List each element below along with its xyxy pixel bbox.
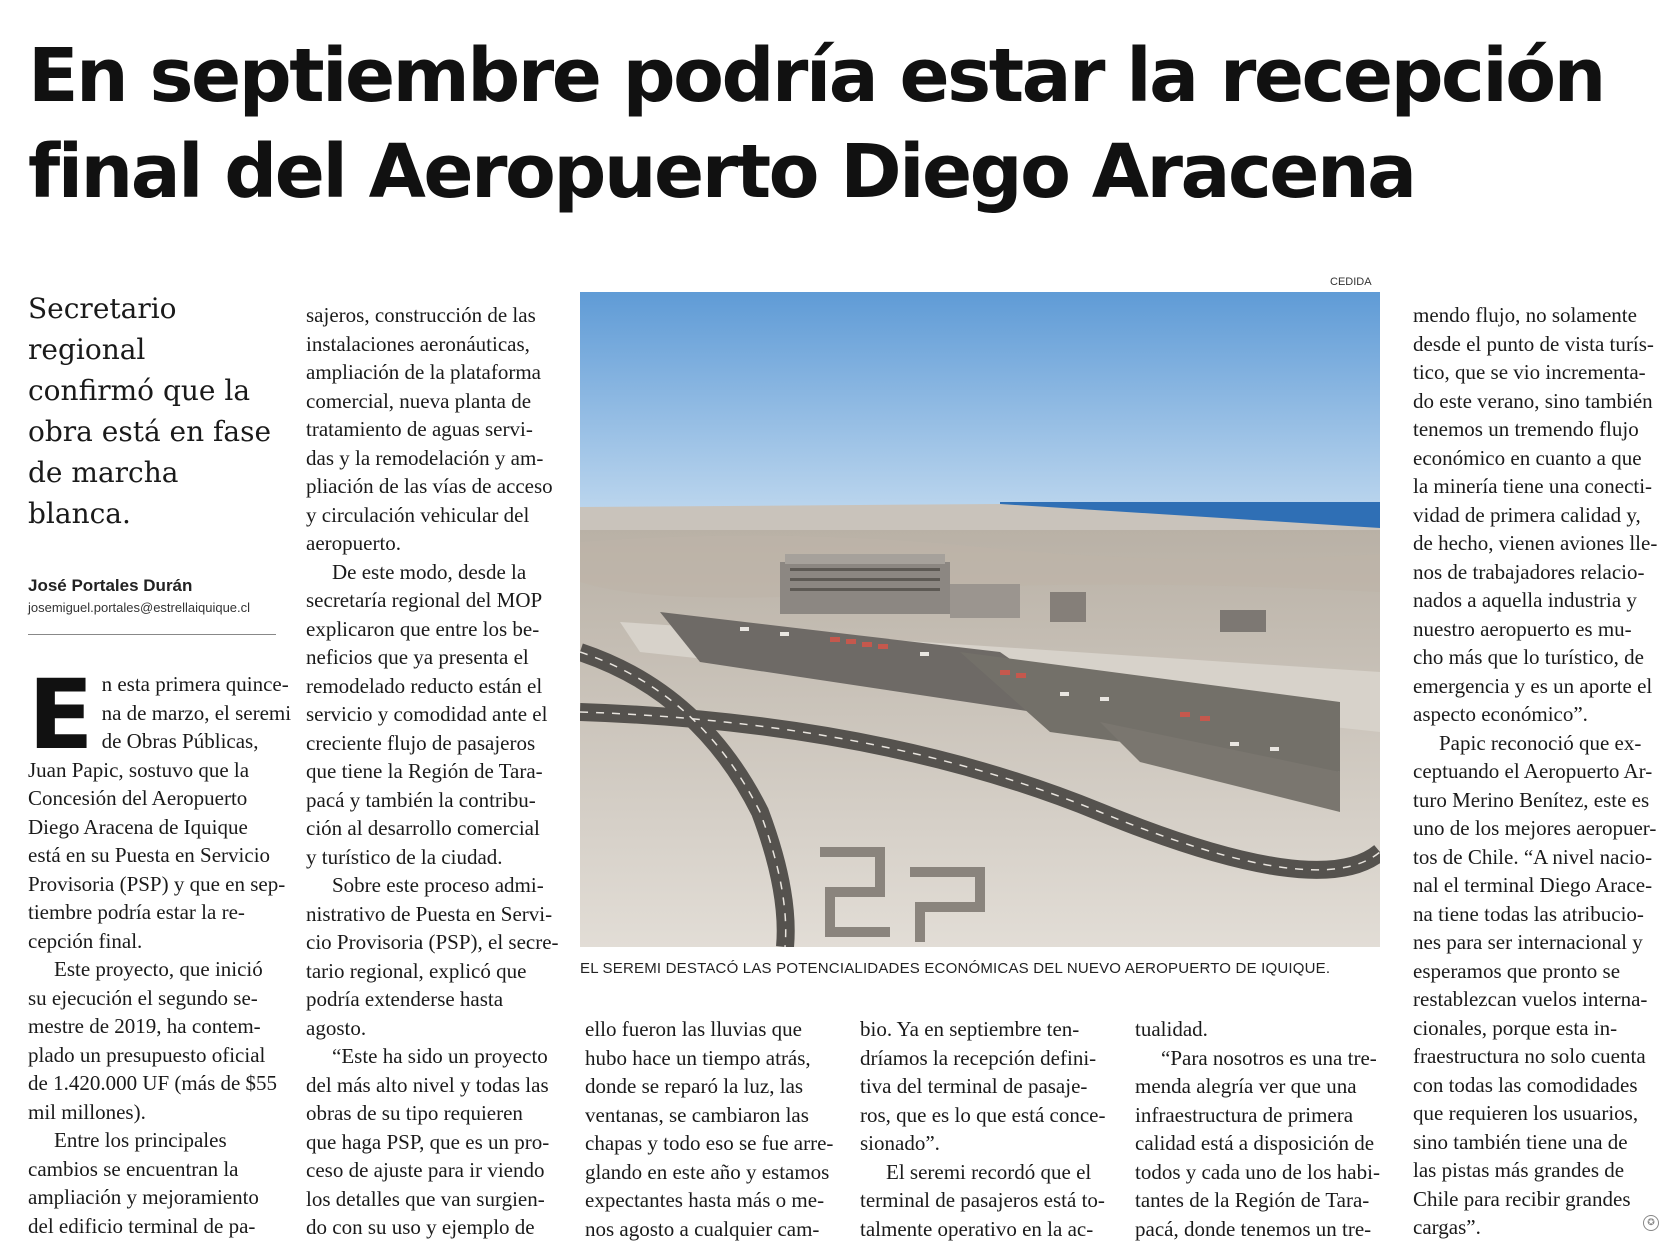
text-line: que haga PSP, que es un pro- [306, 1129, 550, 1154]
text-line: tario regional, explicó que [306, 958, 527, 983]
text-line: nos de trabajadores relacio- [1413, 559, 1645, 584]
deck-line: de marcha [28, 456, 179, 489]
text-line: calidad está a disposición de [1135, 1131, 1375, 1155]
text-line: plado un presupuesto oficial [28, 1042, 266, 1067]
text-line: que tiene la Región de Tara- [306, 759, 543, 783]
text-line: pacá y también la contribu- [306, 787, 536, 812]
byline-email[interactable]: josemiguel.portales@estrellaiquique.cl [28, 600, 251, 615]
text-line: ceptuando el Aeropuerto Ar- [1413, 759, 1653, 783]
text-line: con todas las comodidades [1413, 1072, 1638, 1097]
text-line: instalaciones aeronáuticas, [306, 331, 530, 356]
text-line: Papic reconoció que ex- [1439, 730, 1642, 755]
deck-line: blanca. [28, 497, 131, 530]
text-line: cionales, porque esta in- [1413, 1015, 1618, 1040]
text-line: pacá, donde tenemos un tre- [1135, 1216, 1372, 1241]
text-line: tualidad. [1135, 1017, 1208, 1041]
text-line: y circulación vehicular del [306, 502, 530, 527]
text-line: nistrativo de Puesta en Servi- [306, 901, 553, 926]
text-line: mestre de 2019, ha contem- [28, 1014, 261, 1038]
text-line: “Para nosotros es una tre- [1161, 1045, 1377, 1070]
byline-author: José Portales Durán [28, 576, 193, 595]
text-line: podría extenderse hasta [306, 987, 504, 1011]
photo-caption: EL SEREMI DESTACÓ LAS POTENCIALIDADES ECONÓMICAS DEL NUEVO AEROPUERTO DE IQUIQUE. [580, 960, 1331, 977]
text-line: está en su Puesta en Servicio [28, 843, 271, 867]
article-column-4 [860, 1015, 1110, 1243]
text-line: El seremi recordó que el [886, 1159, 1092, 1184]
text-line: esperamos que pronto se [1413, 958, 1621, 983]
text-line: los detalles que van surgien- [306, 1186, 545, 1211]
text-line: sino también tiene una de [1413, 1129, 1628, 1154]
airport-aerial-photo [580, 292, 1380, 947]
text-line: Juan Papic, sostuvo que la [28, 757, 250, 782]
text-line: cio Provisoria (PSP), el secre- [306, 930, 559, 954]
article-column-1 [28, 659, 292, 1240]
byline-divider [28, 634, 276, 635]
article-column-5 [1135, 1015, 1385, 1243]
text-line: aspecto económico”. [1413, 702, 1588, 726]
text-line: nes para ser internacional y [1413, 930, 1643, 954]
text-line: su ejecución el segundo se- [28, 985, 258, 1010]
text-line: nuestro aeropuerto es mu- [1413, 616, 1632, 641]
sky [580, 292, 1380, 512]
text-line: Concesión del Aeropuerto [28, 786, 248, 810]
text-line: ello fueron las lluvias que [585, 1017, 802, 1041]
text-line: uno de los mejores aeropuer- [1413, 816, 1657, 840]
text-line: terminal de pasajeros está to- [860, 1188, 1105, 1212]
text-line: explicaron que entre los be- [306, 616, 540, 641]
text-line: do con su uso y ejemplo de [306, 1215, 535, 1239]
text-line: ampliación y mejoramiento [28, 1185, 259, 1209]
text-line: do este verano, sino también [1413, 388, 1653, 413]
text-line: tos de Chile. “A nivel nacio- [1413, 844, 1653, 869]
text-line: nados a aquella industria y [1413, 588, 1637, 612]
text-line: cambios se encuentran la [28, 1156, 239, 1181]
text-line: hubo hace un tiempo atrás, [585, 1045, 811, 1070]
article-column-3 [585, 1015, 835, 1243]
text-line: chapas y todo eso se fue arre- [585, 1131, 834, 1155]
text-line: comercial, nueva planta de [306, 388, 532, 413]
text-line: tico, que se vio incrementa- [1413, 360, 1646, 384]
text-line: cargas”. [1413, 1215, 1481, 1239]
drop-cap: E [28, 659, 94, 771]
text-line: del edificio terminal de pa- [28, 1213, 256, 1238]
text-line: fraestructura no solo cuenta [1413, 1044, 1646, 1068]
text-line: de Obras Públicas, [101, 729, 259, 753]
deck-subheading [28, 288, 273, 534]
text-line: sionado”. [860, 1131, 940, 1155]
deck-line: regional [28, 333, 146, 366]
text-line: ceso de ajuste para ir viendo [306, 1158, 545, 1182]
text-line: nos agosto a cualquier cam- [585, 1216, 820, 1241]
text-line: nal el terminal Diego Arace- [1413, 873, 1653, 897]
text-line: Diego Aracena de Iquique [28, 814, 248, 839]
text-line: creciente flujo de pasajeros [306, 730, 536, 755]
article-column-6 [1413, 301, 1663, 1242]
text-line: cho más que lo turístico, de [1413, 645, 1644, 669]
text-line: Chile para recibir grandes [1413, 1186, 1631, 1211]
text-line: ampliación de la plataforma [306, 360, 541, 384]
text-line: expectantes hasta más o me- [585, 1188, 825, 1212]
text-line: que requieren los usuarios, [1413, 1101, 1639, 1125]
text-line: menda alegría ver que una [1135, 1074, 1357, 1098]
text-line: n esta primera quince- [101, 672, 289, 696]
text-line: y turístico de la ciudad. [306, 844, 503, 869]
text-line: del más alto nivel y todas las [306, 1072, 549, 1097]
text-line: vidad de primera calidad y, [1413, 502, 1641, 527]
text-line: la minería tiene una conecti- [1413, 474, 1653, 498]
deck-line: obra está en fase [28, 415, 272, 448]
text-line: ción al desarrollo comercial [306, 816, 540, 840]
text-line: Sobre este proceso admi- [332, 873, 544, 897]
text-line: bio. Ya en septiembre ten- [860, 1017, 1080, 1041]
text-line: turo Merino Benítez, este es [1413, 787, 1650, 812]
text-line: de hecho, vienen aviones lle- [1413, 531, 1658, 555]
text-line: agosto. [306, 1015, 367, 1040]
text-line: dríamos la recepción defini- [860, 1045, 1097, 1070]
text-line: talmente operativo en la ac- [860, 1216, 1094, 1241]
text-line: las pistas más grandes de [1413, 1158, 1625, 1182]
text-line: todos y cada uno de los habi- [1135, 1159, 1380, 1184]
text-line: emergencia y es un aporte el [1413, 673, 1653, 698]
deck-line: Secretario [28, 292, 177, 325]
text-line: desde el punto de vista turís- [1413, 331, 1654, 356]
text-line: De este modo, desde la [332, 559, 527, 584]
text-line: Provisoria (PSP) y que en sep- [28, 871, 286, 896]
text-line: Entre los principales [54, 1128, 227, 1152]
headline-line-2: final del Aeropuerto Diego Aracena [28, 129, 1415, 215]
text-line: tantes de la Región de Tara- [1135, 1188, 1370, 1212]
article-column-2 [306, 301, 559, 1242]
headline-line-1: En septiembre podría estar la recepción [28, 33, 1604, 119]
text-line: Este proyecto, que inició [54, 957, 263, 981]
text-line: tiva del terminal de pasaje- [860, 1074, 1088, 1098]
text-line: pliación de las vías de acceso [306, 474, 553, 498]
text-line: infraestructura de primera [1135, 1102, 1354, 1127]
text-line: mil millones). [28, 1099, 146, 1124]
text-line: económico en cuanto a que [1413, 445, 1642, 470]
text-line: aeropuerto. [306, 531, 402, 555]
text-line: na tiene todas las atribucio- [1413, 901, 1644, 926]
text-line: secretaría regional del MOP [306, 588, 543, 612]
text-line: de 1.420.000 UF (más de $55 [28, 1071, 278, 1095]
text-line: neficios que ya presenta el [306, 645, 529, 669]
text-line: na de marzo, el seremi [101, 700, 292, 725]
text-line: ventanas, se cambiaron las [585, 1102, 809, 1127]
text-line: tratamiento de aguas servi- [306, 417, 533, 441]
text-line: das y la remodelación y am- [306, 445, 544, 470]
headline [28, 28, 1658, 220]
text-line: sajeros, construcción de las [306, 303, 536, 327]
text-line: “Este ha sido un proyecto [332, 1044, 548, 1068]
text-line: remodelado reducto están el [306, 673, 543, 698]
text-line: tenemos un tremendo flujo [1413, 417, 1639, 441]
text-line: ros, que es lo que está conce- [860, 1102, 1106, 1127]
photo-credit: CEDIDA [1330, 276, 1372, 288]
text-line: restablezcan vuelos interna- [1413, 987, 1648, 1011]
text-line: donde se reparó la luz, las [585, 1074, 804, 1098]
text-line: servicio y comodidad ante el [306, 702, 548, 726]
text-line: mendo flujo, no solamente [1413, 303, 1637, 327]
deck-line: confirmó que la [28, 374, 251, 407]
text-line: glando en este año y estamos [585, 1159, 830, 1184]
text-line: cepción final. [28, 928, 143, 953]
byline [28, 576, 278, 615]
end-of-article-icon: ✪ [1643, 1215, 1659, 1231]
text-line: obras de su tipo requieren [306, 1101, 523, 1125]
text-line: tiembre podría estar la re- [28, 900, 245, 924]
